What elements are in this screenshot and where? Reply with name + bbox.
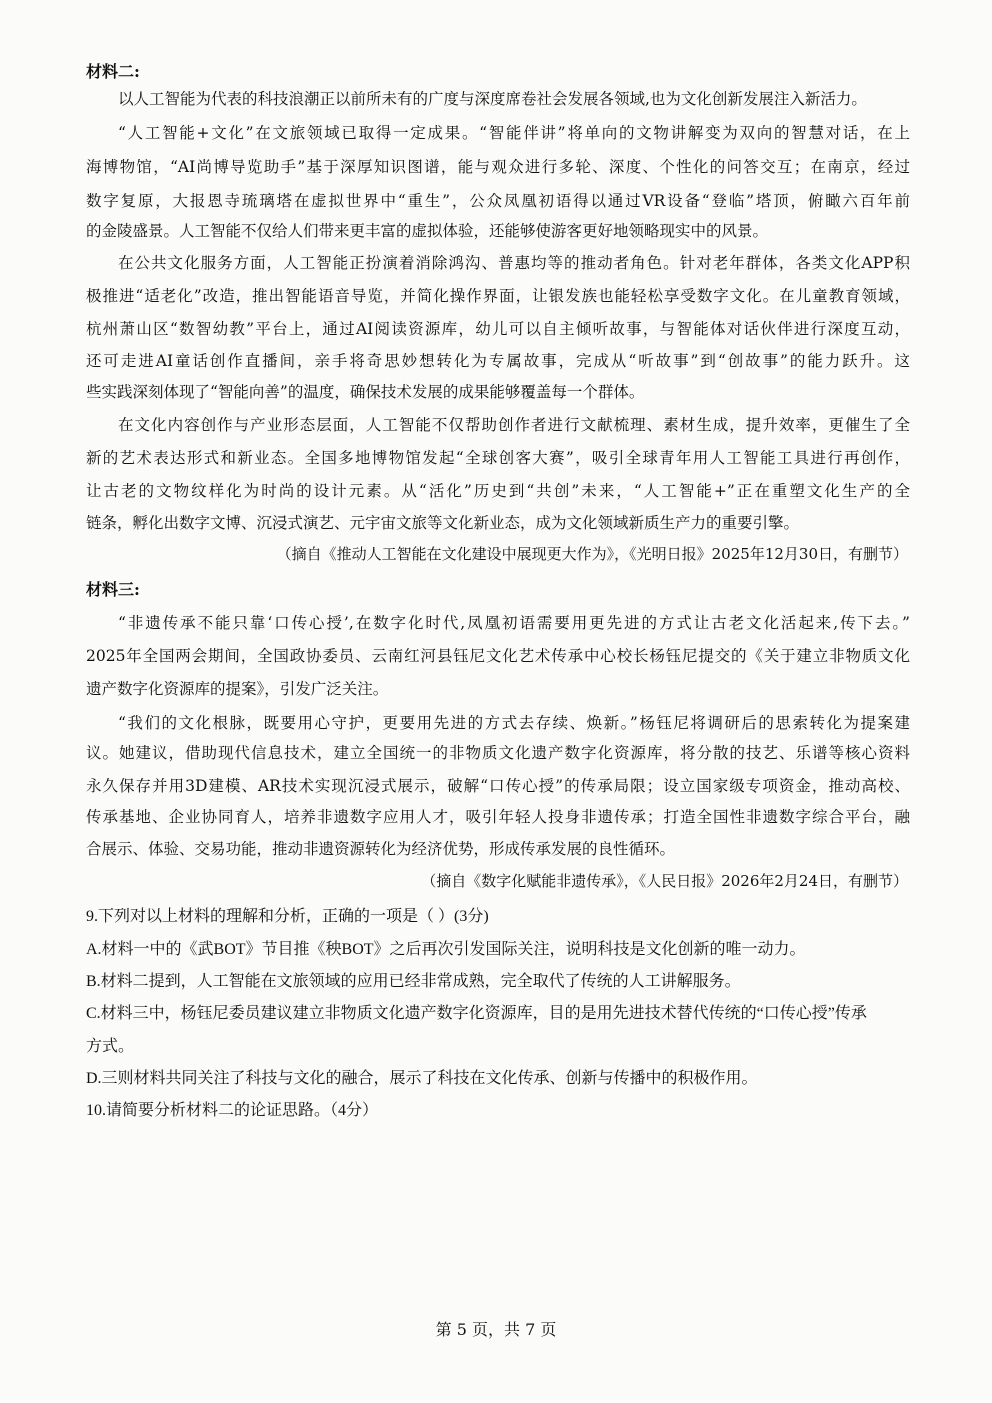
material2-p3-line: 杭州萧山区“数智幼教”平台上，通过AI阅读资源库，幼儿可以自主倾听故事，与智能体对话伙伴进行深度互动，: [86, 320, 910, 338]
material2-p2-line: 数字复原，大报恩寺琉璃塔在虚拟世界中“重生”，公众凤凰初语得以通过VR设备“登临”塔顶，俯瞰六百年前: [86, 192, 910, 210]
material2-p4-line: 在文化内容创作与产业形态层面，人工智能不仅帮助创作者进行文献梳理、素材生成，提升效率，更催生了全: [118, 416, 910, 434]
material2-p4-line: 链条，孵化出数字文博、沉浸式演艺、元宇宙文旅等文化新业态，成为文化领域新质生产力的重要引擎。: [86, 514, 800, 532]
material2-p2-line: “人工智能+文化”在文旅领域已取得一定成果。“智能伴讲”将单向的文物讲解变为双向的智慧对话，在上: [118, 124, 910, 142]
material2-p3-line: 极推进“适老化”改造，推出智能语音导览，并简化操作界面，让银发族也能轻松享受数字文化。在儿童教育领域，: [86, 287, 910, 305]
material2-p1-line: 以人工智能为代表的科技浪潮正以前所未有的广度与深度席卷社会发展各领域,也为文化创新发展注入新活力。: [118, 90, 867, 108]
material3-heading: 材料三:: [86, 580, 140, 599]
material2-p2-line: 海博物馆，“AI尚博导览助手”基于深厚知识图谱，能与观众进行多轮、深度、个性化的问答交互；在南京，经过: [86, 158, 910, 176]
material3-source: （摘自《数字化赋能非遗传承》，《人民日报》2026年2月24日，有删节）: [421, 872, 908, 890]
material3-p2-line: 合展示、体验、交易功能，推动非遗资源转化为经济优势，形成传承发展的良性循环。: [86, 840, 676, 858]
question-10-stem: 10.请简要分析材料二的论证思路。（4分）: [86, 1102, 379, 1119]
question-9-option-a: A.材料一中的《武BOT》节目推《秧BOT》之后再次引发国际关注，说明科技是文化创新的唯一动力。: [86, 941, 806, 958]
material3-p2-line: “我们的文化根脉，既要用心守护，更要用先进的方式去存续、焕新。”杨钰尼将调研后的思索转化为提案建: [118, 714, 910, 732]
material3-p2-line: 永久保存并用3D建模、AR技术实现沉浸式展示，破解“口传心授”的传承局限；设立国家级专项资金，推动高校、: [86, 777, 910, 795]
material3-p1-line: 2025年全国两会期间，全国政协委员、云南红河县钰尼文化艺术传承中心校长杨钰尼提交的《关于建立非物质文化: [86, 647, 910, 665]
material3-p2-line: 议。她建议，借助现代信息技术，建立全国统一的非物质文化遗产数字化资源库，将分散的技艺、乐谱等核心资料: [86, 744, 910, 762]
material2-p4-line: 让古老的文物纹样化为时尚的设计元素。从“活化”历史到“共创”未来，“人工智能+”正在重塑文化生产的全: [86, 482, 910, 500]
page-number: 第 5 页，共 7 页: [435, 1320, 557, 1339]
material2-p4-line: 新的艺术表达形式和新业态。全国多地博物馆发起“全球创客大赛”，吸引全球青年用人工智能工具进行再创作，: [86, 449, 910, 467]
material2-heading: 材料二:: [86, 62, 140, 81]
material2-source: （摘自《推动人工智能在文化建设中展现更大作为》，《光明日报》2025年12月30日，有删节）: [276, 545, 908, 563]
question-9-option-c-cont: 方式。: [86, 1038, 135, 1055]
material3-p1-line: “非遗传承不能只靠‘口传心授’,在数字化时代,凤凰初语需要用更先进的方式让古老文化活起来,传下去。”: [118, 614, 910, 632]
question-9-stem: 9.下列对以上材料的理解和分析，正确的一项是（ ）(3分): [86, 908, 489, 925]
material3-p1-line: 遗产数字化资源库的提案》，引发广泛关注。: [86, 680, 389, 698]
question-9-option-c: C.材料三中，杨钰尼委员建议建立非物质文化遗产数字化资源库，目的是用先进技术替代传统的“口传心授”传承: [86, 1005, 867, 1022]
material2-p3-line: 些实践深刻体现了“智能向善”的温度，确保技术发展的成果能够覆盖每一个群体。: [86, 383, 645, 401]
material2-p3-line: 还可走进AI童话创作直播间，亲手将奇思妙想转化为专属故事，完成从“听故事”到“创故事”的能力跃升。这: [86, 352, 910, 370]
material2-p3-line: 在公共文化服务方面，人工智能正扮演着消除鸿沟、普惠均等的推动者角色。针对老年群体，各类文化APP积: [118, 254, 910, 272]
question-9-option-d: D.三则材料共同关注了科技与文化的融合，展示了科技在文化传承、创新与传播中的积极作用。: [86, 1070, 758, 1087]
material3-p2-line: 传承基地、企业协同育人，培养非遗数字应用人才，吸引年轻人投身非遗传承；打造全国性非遗数字综合平台，融: [86, 808, 910, 826]
material2-p2-line: 的金陵盛景。人工智能不仅给人们带来更丰富的虚拟体验，还能够使游客更好地领略现实中的风景。: [86, 222, 769, 240]
question-9-option-b: B.材料二提到，人工智能在文旅领域的应用已经非常成熟，完全取代了传统的人工讲解服务。: [86, 973, 741, 990]
